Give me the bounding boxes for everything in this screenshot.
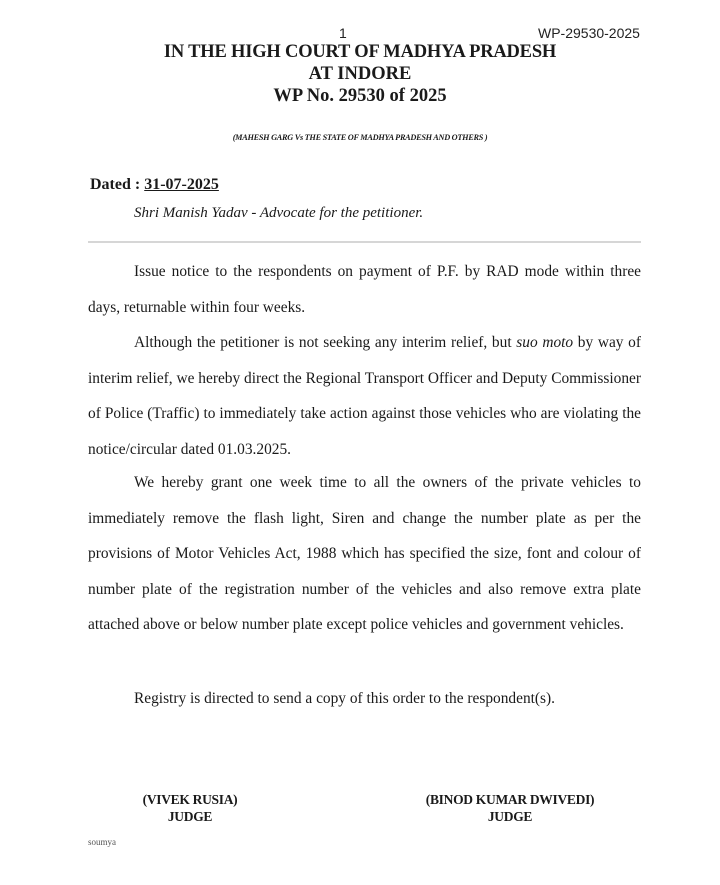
court-title: IN THE HIGH COURT OF MADHYA PRADESH [163, 42, 557, 62]
paragraph-2-latin-term: suo moto [516, 334, 574, 351]
judge-title: JUDGE [167, 809, 213, 824]
typist-initials: soumya [88, 837, 116, 847]
order-paragraph-4: Registry is directed to send a copy of this order to the respondent(s). [134, 690, 556, 707]
judge-title: JUDGE [487, 809, 533, 824]
dated-label: Dated : [90, 176, 145, 193]
paragraph-2-text-after: by way of interim relief, we hereby direct the Regional Transport Officer and Deputy Commissioner of Police (Traffic) to immediately take action against those vehicles who are violating the notice/circular dated 01.03.2025. [88, 334, 642, 458]
signature-block-right [410, 791, 610, 825]
paragraph-2-text-before: Although the petitioner is not seeking any interim relief, but [134, 334, 517, 351]
signature-block-left [120, 791, 260, 825]
advocate-appearance: Shri Manish Yadav - Advocate for the petitioner. [134, 205, 424, 221]
judge-name: (BINOD KUMAR DWIVEDI) [425, 792, 595, 807]
page-number: 1 [339, 25, 347, 41]
court-bench: AT INDORE [308, 64, 412, 84]
case-reference: WP-29530-2025 [538, 25, 640, 41]
section-divider [88, 241, 641, 243]
order-paragraph-3: We hereby grant one week time to all the owners of the private vehicles to immediately remove the flash light, Siren and change the number plate as per the provisions of Motor Vehicles Act, 1988 which has specified the size, font and colour of number plate of the registration number of the vehicles and also remove extra plate attached above or below number plate except police vehicles and government vehicles. [88, 474, 641, 633]
order-paragraph-1: Issue notice to the respondents on payment of P.F. by RAD mode within three days, returnable within four weeks. [88, 263, 641, 316]
order-date [90, 176, 219, 194]
case-parties: (MAHESH GARG Vs THE STATE OF MADHYA PRADESH AND OTHERS ) [232, 133, 488, 142]
case-number: WP No. 29530 of 2025 [273, 86, 447, 106]
judge-name: (VIVEK RUSIA) [142, 792, 238, 807]
order-paragraph-2 [88, 325, 641, 467]
dated-value: 31-07-2025 [144, 176, 219, 193]
